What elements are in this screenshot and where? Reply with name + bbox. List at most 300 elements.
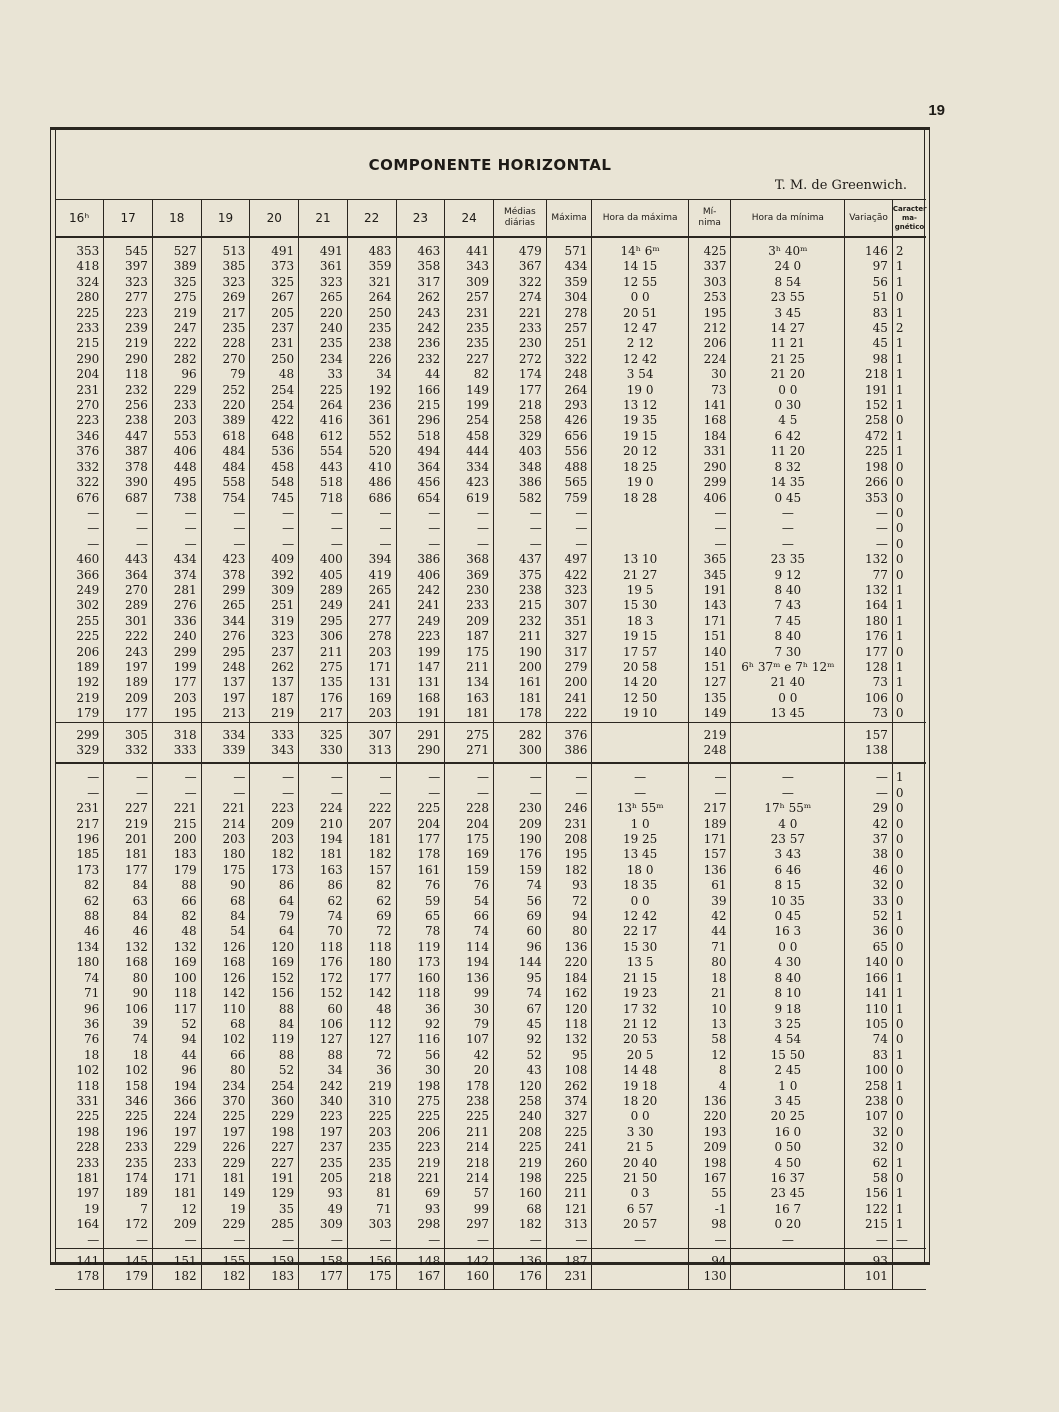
table-cell: 182 — [152, 1269, 201, 1289]
table-cell: 174 — [104, 1171, 153, 1186]
table-cell: 62 — [347, 894, 396, 909]
table-cell: 156 — [845, 1186, 893, 1201]
table-cell: — — [845, 506, 893, 521]
table-cell: 189 — [688, 817, 731, 832]
table-cell: 343 — [250, 743, 299, 763]
table-cell: — — [201, 763, 250, 785]
table-cell: 309 — [250, 583, 299, 598]
table-cell: 174 — [493, 367, 546, 382]
table-cell: 134 — [76, 939, 100, 954]
medias-line-1: Médias — [503, 207, 536, 217]
table-cell: 187 — [546, 1249, 592, 1270]
table-cell: 203 — [347, 706, 396, 722]
table-cell: 191 — [396, 706, 445, 722]
table-cell: 64 — [250, 894, 299, 909]
table-cell: 258 — [845, 1079, 893, 1094]
table-cell: 200 — [546, 675, 592, 690]
table-cell: 198 — [76, 1124, 100, 1139]
table-row — [55, 1032, 926, 1047]
table-cell: 250 — [250, 352, 299, 367]
table-cell: 30 — [688, 367, 731, 382]
table-cell: 225 — [445, 1109, 494, 1124]
table-cell: 264 — [347, 290, 396, 305]
table-cell: 118 — [152, 986, 201, 1001]
table-cell: 241 — [546, 1140, 592, 1155]
table-cell: 423 — [201, 552, 250, 567]
table-cell: 361 — [299, 259, 348, 274]
table-cell: 232 — [493, 614, 546, 629]
table-cell: 20 12 — [592, 444, 688, 459]
table-cell: 97 — [845, 259, 893, 274]
table-cell: 226 — [201, 1140, 250, 1155]
table-cell: 177 — [845, 645, 893, 660]
table-cell: 21 12 — [592, 1017, 688, 1032]
table-cell: 265 — [299, 290, 348, 305]
table-cell: 203 — [347, 645, 396, 660]
col-header-16h: 16ʰ — [55, 200, 104, 238]
table-cell: 0 — [892, 1109, 926, 1124]
table-cell: 301 — [104, 614, 153, 629]
table-cell: 69 — [347, 909, 396, 924]
table-cell: 176 — [493, 847, 546, 862]
table-row — [55, 986, 926, 1001]
table-cell: 330 — [299, 743, 348, 763]
table-cell: 86 — [250, 878, 299, 893]
table-cell: 93 — [396, 1202, 445, 1217]
caracter-line-2: ma- — [901, 213, 917, 222]
table-cell: 582 — [493, 491, 546, 506]
table-cell: 0 — [892, 506, 926, 521]
table-cell: 74 — [299, 909, 348, 924]
table-cell: 360 — [250, 1094, 299, 1109]
table-cell: 3 25 — [731, 1017, 845, 1032]
table-cell: 229 — [152, 1140, 201, 1155]
table-cell: 120 — [493, 1079, 546, 1094]
table-cell: 63 — [104, 894, 153, 909]
table-cell: 1 — [892, 675, 926, 690]
table-cell: 227 — [445, 352, 494, 367]
table-cell: 13 5 — [592, 955, 688, 970]
table-cell: 177 — [396, 832, 445, 847]
table-cell: 0 — [892, 537, 926, 552]
table-cell: 19 — [83, 1201, 100, 1216]
table-cell: 118 — [347, 940, 396, 955]
table-cell: 161 — [396, 863, 445, 878]
table-cell: 262 — [396, 290, 445, 305]
table-cell: 20 53 — [592, 1032, 688, 1047]
col-header-21h: 21 — [299, 200, 348, 238]
table-cell: 0 0 — [592, 894, 688, 909]
table-cell: 3 30 — [592, 1125, 688, 1140]
table-cell: 309 — [299, 1217, 348, 1232]
table-cell: 434 — [546, 259, 592, 274]
table-cell: 198 — [845, 460, 893, 475]
table-cell: 11 21 — [731, 336, 845, 351]
table-cell: 19 23 — [592, 986, 688, 1001]
table-cell: 211 — [299, 645, 348, 660]
table-row — [55, 1217, 926, 1232]
table-cell: 0 — [892, 894, 926, 909]
table-cell: 240 — [152, 629, 201, 644]
table-cell: 192 — [347, 383, 396, 398]
table-cell: 336 — [152, 614, 201, 629]
table-row — [55, 1109, 926, 1124]
table-cell: 394 — [347, 552, 396, 567]
table-cell: 556 — [546, 444, 592, 459]
table-cell: 290 — [688, 460, 731, 475]
table-cell: 56 — [845, 275, 893, 290]
table-cell: 238 — [845, 1094, 893, 1109]
table-cell: 18 0 — [592, 863, 688, 878]
table-cell: 418 — [76, 259, 100, 274]
table-cell: 277 — [347, 614, 396, 629]
table-cell: 118 — [546, 1017, 592, 1032]
table-cell: 618 — [201, 429, 250, 444]
table-cell: 274 — [493, 290, 546, 305]
table-cell: 249 — [299, 598, 348, 613]
table-cell: 142 — [201, 986, 250, 1001]
table-cell: 16 37 — [731, 1171, 845, 1186]
table-cell: 193 — [688, 1125, 731, 1140]
table-cell: 486 — [347, 475, 396, 490]
table-cell: 102 — [76, 1063, 100, 1078]
table-cell: 69 — [396, 1186, 445, 1201]
table-cell: 225 — [76, 629, 100, 644]
table-cell: 233 — [445, 598, 494, 613]
table-cell: 224 — [152, 1109, 201, 1124]
table-cell: 448 — [152, 460, 201, 475]
table-cell: 305 — [104, 722, 153, 743]
table-cell: 168 — [201, 955, 250, 970]
table-cell: 230 — [493, 801, 546, 816]
table-cell: 227 — [250, 1140, 299, 1155]
table-cell: 93 — [299, 1186, 348, 1201]
table-cell: 255 — [76, 613, 100, 628]
table-cell: 182 — [347, 847, 396, 862]
table-cell: 291 — [396, 722, 445, 743]
table-cell: 169 — [152, 955, 201, 970]
table-cell: — — [87, 521, 100, 536]
table-cell: 343 — [445, 259, 494, 274]
table-cell: 74 — [83, 970, 100, 985]
table-cell: 208 — [546, 832, 592, 847]
table-cell: 129 — [250, 1186, 299, 1201]
table-cell: 211 — [493, 629, 546, 644]
table-cell: 275 — [299, 660, 348, 675]
table-cell: 297 — [445, 1217, 494, 1232]
table-cell: 175 — [347, 1269, 396, 1289]
table-cell: — — [731, 763, 845, 785]
table-cell: 215 — [396, 398, 445, 413]
table-cell: 142 — [445, 1249, 494, 1270]
table-row — [55, 863, 926, 878]
table-cell: 82 — [152, 909, 201, 924]
table-cell: 69 — [493, 909, 546, 924]
table-cell: 329 — [55, 743, 104, 763]
table-cell: 361 — [347, 413, 396, 428]
table-cell: 235 — [347, 1156, 396, 1171]
table-cell: 527 — [152, 237, 201, 259]
table-cell: 1 — [892, 909, 926, 924]
table-cell: 56 — [493, 894, 546, 909]
table-cell: 219 — [493, 1156, 546, 1171]
table-cell: 220 — [299, 306, 348, 321]
table-cell: 227 — [250, 1156, 299, 1171]
table-cell: 120 — [546, 1002, 592, 1017]
table-cell: 171 — [347, 660, 396, 675]
table-cell: 392 — [250, 568, 299, 583]
table-cell: 18 20 — [592, 1094, 688, 1109]
table-cell: 9 12 — [731, 568, 845, 583]
table-cell: 0 0 — [731, 383, 845, 398]
table-cell: 199 — [152, 660, 201, 675]
table-cell: 0 — [892, 491, 926, 506]
table-cell: 183 — [152, 847, 201, 862]
table-cell: 248 — [688, 743, 731, 763]
table-cell: 390 — [104, 475, 153, 490]
table-cell: 58 — [688, 1032, 731, 1047]
table-cell: 236 — [347, 398, 396, 413]
table-cell: 235 — [445, 336, 494, 351]
table-cell: 19 15 — [592, 629, 688, 644]
table-cell: 74 — [104, 1032, 153, 1047]
table-cell: 234 — [201, 1079, 250, 1094]
table-cell: 364 — [396, 460, 445, 475]
table-cell: 169 — [347, 691, 396, 706]
table-cell: 612 — [299, 429, 348, 444]
table-cell: — — [845, 786, 893, 801]
table-cell: 106 — [104, 1002, 153, 1017]
table-cell: 0 45 — [731, 491, 845, 506]
table-cell: 251 — [250, 598, 299, 613]
table-cell: 410 — [347, 460, 396, 475]
table-cell: 182 — [546, 863, 592, 878]
table-cell: 182 — [250, 847, 299, 862]
table-cell: 232 — [104, 383, 153, 398]
table-cell: 520 — [347, 444, 396, 459]
col-header-medias-diarias — [493, 200, 546, 238]
col-header-24h: 24 — [445, 200, 494, 238]
table-cell: 189 — [76, 659, 100, 674]
table-cell: 17ʰ 55ᵐ — [731, 801, 845, 816]
table-cell: 178 — [445, 1079, 494, 1094]
table-row — [55, 367, 926, 382]
table-cell: 264 — [546, 383, 592, 398]
table-cell: 304 — [546, 290, 592, 305]
table-cell: 209 — [688, 1140, 731, 1155]
table-cell: 72 — [347, 1048, 396, 1063]
table-cell: 252 — [201, 383, 250, 398]
table-cell: 14 27 — [731, 321, 845, 336]
table-row — [55, 568, 926, 583]
table-cell: 270 — [76, 398, 100, 413]
table-cell: 406 — [152, 444, 201, 459]
table-cell: 19 35 — [592, 413, 688, 428]
table-cell: 299 — [201, 583, 250, 598]
table-cell: 191 — [250, 1171, 299, 1186]
table-cell: 0 0 — [731, 940, 845, 955]
table-cell: 346 — [76, 428, 100, 443]
table-cell — [592, 1269, 688, 1289]
table-cell: 686 — [347, 491, 396, 506]
table-cell: 571 — [546, 237, 592, 259]
table-cell: 254 — [250, 398, 299, 413]
table-cell: 241 — [546, 691, 592, 706]
table-cell: — — [347, 786, 396, 801]
table-cell: 158 — [299, 1249, 348, 1270]
table-cell: 1 — [892, 1186, 926, 1201]
table-cell: — — [55, 763, 104, 785]
table-cell: 20 51 — [592, 306, 688, 321]
table-cell: 225 — [845, 444, 893, 459]
table-cell: 74 — [493, 986, 546, 1001]
table-cell: — — [347, 537, 396, 552]
table-cell: 17 57 — [592, 645, 688, 660]
table-cell: 333 — [250, 722, 299, 743]
table-cell: 84 — [201, 909, 250, 924]
col-header-23h: 23 — [396, 200, 445, 238]
table-cell: 303 — [347, 1217, 396, 1232]
table-cell: 458 — [445, 429, 494, 444]
table-row — [55, 413, 926, 428]
table-cell: 241 — [347, 598, 396, 613]
table-cell: 484 — [201, 444, 250, 459]
table-cell: 648 — [250, 429, 299, 444]
table-cell: 190 — [493, 832, 546, 847]
table-cell: 375 — [493, 568, 546, 583]
table-cell: 199 — [445, 398, 494, 413]
table-cell: 443 — [104, 552, 153, 567]
col-header-22h: 22 — [347, 200, 396, 238]
table-cell: 136 — [445, 971, 494, 986]
table-cell: 14 15 — [592, 259, 688, 274]
table-cell: 177 — [152, 675, 201, 690]
table-cell: 177 — [104, 706, 153, 722]
table-cell: 218 — [347, 1171, 396, 1186]
table-cell: 290 — [104, 352, 153, 367]
table-cell: 21 50 — [592, 1171, 688, 1186]
table-cell: 11 20 — [731, 444, 845, 459]
table-cell: 491 — [250, 237, 299, 259]
table-cell: 1 — [892, 1002, 926, 1017]
table-cell: — — [546, 763, 592, 785]
table-cell: 195 — [152, 706, 201, 722]
table-cell: 163 — [445, 691, 494, 706]
table-cell: 201 — [104, 832, 153, 847]
table-row — [55, 598, 926, 613]
table-cell: 385 — [201, 259, 250, 274]
section-1-sums — [55, 722, 926, 763]
table-cell: 0 — [892, 786, 926, 801]
table-cell: 225 — [201, 1109, 250, 1124]
table-cell: 13 45 — [592, 847, 688, 862]
table-cell: 386 — [546, 743, 592, 763]
table-cell: 68 — [201, 894, 250, 909]
table-cell: 3 54 — [592, 367, 688, 382]
section-2-sums — [55, 1249, 926, 1290]
table-cell: 21 40 — [731, 675, 845, 690]
table-cell: 233 — [152, 1156, 201, 1171]
table-cell: 179 — [104, 1269, 153, 1289]
table-cell: 181 — [76, 1170, 100, 1185]
table-cell: 298 — [396, 1217, 445, 1232]
summary-row — [55, 1249, 926, 1270]
table-cell: 211 — [445, 1125, 494, 1140]
table-cell: 235 — [104, 1156, 153, 1171]
table-cell: 416 — [299, 413, 348, 428]
table-cell: 171 — [152, 1171, 201, 1186]
table-cell: 45 — [493, 1017, 546, 1032]
table-cell: 232 — [396, 352, 445, 367]
table-cell: 0 — [892, 475, 926, 490]
table-cell: — — [104, 763, 153, 785]
table-cell: 147 — [396, 660, 445, 675]
table-cell: 215 — [845, 1217, 893, 1232]
table-cell: 181 — [299, 847, 348, 862]
table-cell: 119 — [250, 1032, 299, 1047]
table-cell: 325 — [250, 275, 299, 290]
table-cell: 12 55 — [592, 275, 688, 290]
table-cell — [592, 521, 688, 536]
table-cell: 437 — [493, 552, 546, 567]
table-cell: 223 — [396, 629, 445, 644]
table-cell: 260 — [546, 1156, 592, 1171]
table-cell: 181 — [493, 691, 546, 706]
table-cell: — — [845, 537, 893, 552]
table-cell: 309 — [445, 275, 494, 290]
table-cell: 79 — [445, 1017, 494, 1032]
table-cell: 491 — [299, 237, 348, 259]
table-cell: 225 — [396, 801, 445, 816]
table-cell: 140 — [845, 955, 893, 970]
section-2-body — [55, 763, 926, 1248]
table-cell: 95 — [546, 1048, 592, 1063]
table-cell: 156 — [347, 1249, 396, 1270]
table-cell: 80 — [688, 955, 731, 970]
table-cell: 1 — [892, 275, 926, 290]
table-cell: 71 — [688, 940, 731, 955]
table-cell: 135 — [299, 675, 348, 690]
table-cell: 179 — [152, 863, 201, 878]
table-cell: 200 — [152, 832, 201, 847]
table-cell: 159 — [250, 1249, 299, 1270]
table-cell: 7 43 — [731, 598, 845, 613]
table-cell: — — [104, 506, 153, 521]
table-cell — [892, 743, 926, 763]
table-cell: 7 — [104, 1202, 153, 1217]
table-cell: 329 — [493, 429, 546, 444]
table-cell: 348 — [493, 460, 546, 475]
table-cell: 158 — [104, 1079, 153, 1094]
table-cell: 204 — [445, 817, 494, 832]
table-cell: 246 — [546, 801, 592, 816]
table-row — [55, 1048, 926, 1063]
table-cell: 212 — [688, 321, 731, 336]
table-cell: 242 — [299, 1079, 348, 1094]
table-cell: — — [688, 506, 731, 521]
table-cell: 317 — [546, 645, 592, 660]
table-cell: 20 40 — [592, 1156, 688, 1171]
table-cell: 169 — [250, 955, 299, 970]
table-cell: 94 — [152, 1032, 201, 1047]
table-cell: 34 — [347, 367, 396, 382]
table-cell: 238 — [347, 336, 396, 351]
table-cell — [731, 1269, 845, 1289]
table-cell: 130 — [688, 1269, 731, 1289]
table-cell: 2 — [892, 321, 926, 336]
table-cell: — — [731, 786, 845, 801]
table-cell: 235 — [347, 321, 396, 336]
